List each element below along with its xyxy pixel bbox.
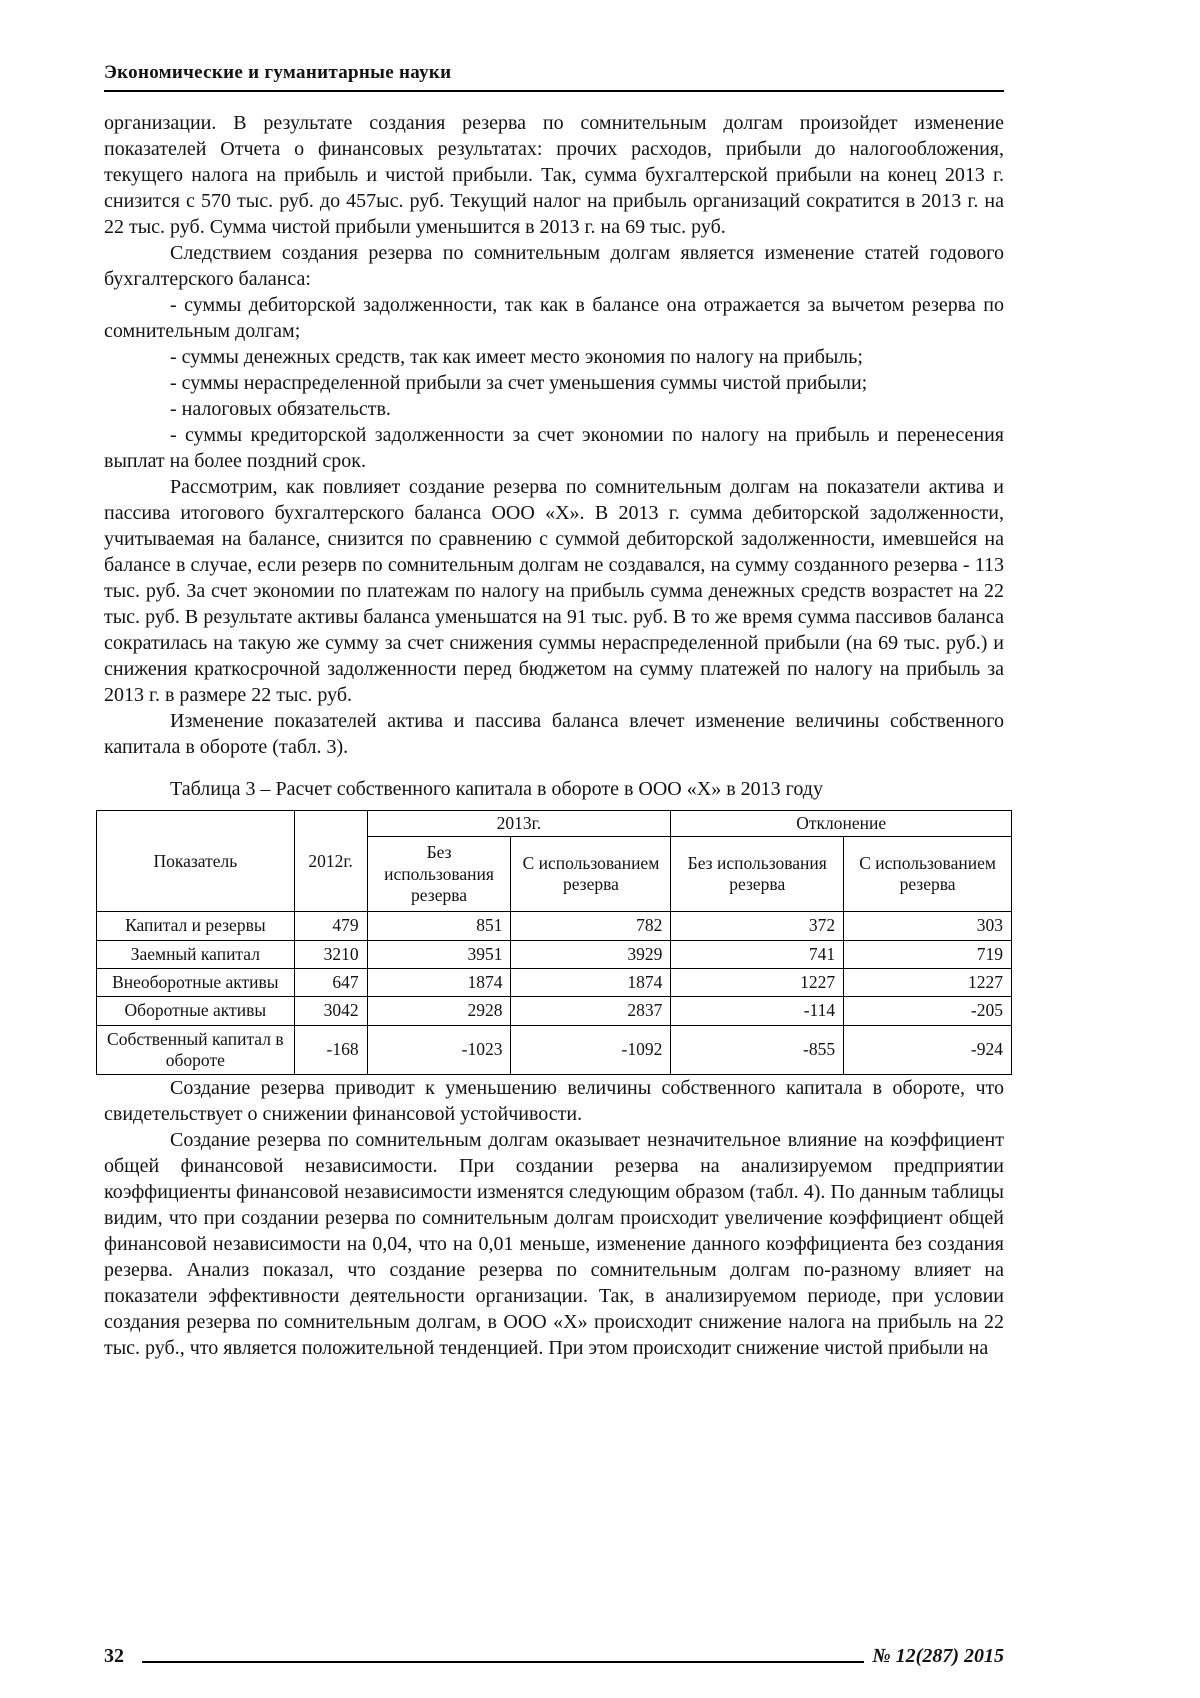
cell-2013-with-reserve: 782 (511, 912, 671, 940)
col-header-2013-with-reserve: С использованием резерва (511, 837, 671, 912)
cell-dev-no-reserve: 1227 (671, 969, 844, 997)
page-footer (104, 1645, 1004, 1668)
page-body (104, 110, 1004, 1361)
col-header-indicator: Показатель (97, 811, 295, 912)
cell-dev-no-reserve: -114 (671, 997, 844, 1025)
paragraph: Рассмотрим, как повлияет создание резерва по сомнительным долгам на показатели актива и пассива итогового бухгалтерского баланса ООО «Х». В 2013 г. сумма дебиторской задолженности, учитываемая на балансе, снизится по сравнению с суммой дебиторской задолженности, имевшейся на балансе в случае, если резерв по сомнительным долгам не создавался, на сумму созданного резерва - 113 тыс. руб. За счет экономии по платежам по налогу на прибыль сумма денежных средств возрастет на 22 тыс. руб. В результате активы баланса уменьшатся на 91 тыс. руб. В то же время сумма пассивов баланса сократилась на такую же сумму за счет снижения суммы нераспределенной прибыли (на 69 тыс. руб.) и снижения краткосрочной задолженности перед бюджетом на сумму платежей по налогу на прибыль за 2013 г. в размере 22 тыс. руб. (104, 476, 1004, 706)
cell-2013-with-reserve: 2837 (511, 997, 671, 1025)
paragraph: Изменение показателей актива и пассива баланса влечет изменение величины собственного капитала в обороте (табл. 3). (104, 710, 1004, 758)
col-header-dev-with-reserve: С использованием резерва (844, 837, 1012, 912)
footer-rule (142, 1661, 864, 1663)
issue-number: № 12(287) 2015 (872, 1645, 1004, 1667)
paragraph: Создание резерва приводит к уменьшению величины собственного капитала в обороте, что свидетельствует о снижении финансовой устойчивости. (104, 1077, 1004, 1126)
cell-2013-no-reserve: -1023 (367, 1025, 511, 1075)
cell-2013-with-reserve: 1874 (511, 969, 671, 997)
cell-dev-with-reserve: -205 (844, 997, 1012, 1025)
col-header-2012: 2012г. (294, 811, 367, 912)
cell-2013-no-reserve: 2928 (367, 997, 511, 1025)
cell-dev-with-reserve: 1227 (844, 969, 1012, 997)
running-head (104, 62, 1004, 92)
cell-2013-no-reserve: 1874 (367, 969, 511, 997)
list-item: - суммы дебиторской задолженности, так как в балансе она отражается за вычетом резерва по сомнительным долгам; (104, 294, 1004, 342)
paragraph: организации. В результате создания резерва по сомнительным долгам произойдет изменение показателей Отчета о финансовых результатах: прочих расходов, прибыли до налогообложения, текущего налога на прибыль и чистой прибыли. Так, сумма бухгалтерской прибыли на конец 2013 г. снизится с 570 тыс. руб. до 457ыс. руб. Текущий налог на прибыль организаций сократится в 2013 г. на 22 тыс. руб. Сумма чистой прибыли уменьшится в 2013 г. на 69 тыс. руб. (104, 112, 1004, 238)
table-body (97, 912, 1012, 1075)
row-label: Заемный капитал (97, 940, 295, 968)
table-header (97, 811, 1012, 912)
col-header-dev-without-reserve: Без использования резерва (671, 837, 844, 912)
cell-dev-with-reserve: -924 (844, 1025, 1012, 1075)
cell-2012: 647 (294, 969, 367, 997)
cell-2013-with-reserve: -1092 (511, 1025, 671, 1075)
table-row (97, 969, 1012, 997)
row-label: Собственный капитал в обороте (97, 1025, 295, 1075)
row-label: Внеоборотные активы (97, 969, 295, 997)
table-row (97, 997, 1012, 1025)
cell-dev-no-reserve: 372 (671, 912, 844, 940)
list-item: - суммы кредиторской задолженности за счет экономии по налогу на прибыль и перенесения выплат на более поздний срок. (104, 424, 1004, 472)
paragraph: Создание резерва по сомнительным долгам оказывает незначительное влияние на коэффициент общей финансовой независимости. При создании резерва на анализируемом предприятии коэффициенты финансовой независимости изменятся следующим образом (табл. 4). По данным таблицы видим, что при создании резерва по сомнительным долгам происходит увеличение коэффициент общей финансовой независимости на 0,04, что на 0,01 меньше, изменение данного коэффициента без создания резерва. Анализ показал, что создание резерва по сомнительным долгам по-разному влияет на показатели эффективности деятельности организации. Так, в анализируемом периоде, при условии создания резерва по сомнительным долгам, в ООО «Х» происходит снижение налога на прибыль на 22 тыс. руб., что является положительной тенденцией. При этом происходит снижение чистой прибыли на (104, 1129, 1004, 1360)
list-item: - налоговых обязательств. (170, 398, 391, 420)
table-row (97, 912, 1012, 940)
list-item: - суммы денежных средств, так как имеет место экономия по налогу на прибыль; (170, 346, 863, 368)
col-group-deviation: Отклонение (671, 811, 1012, 837)
col-header-2013-without-reserve: Без использования резерва (367, 837, 511, 912)
cell-dev-with-reserve: 303 (844, 912, 1012, 940)
cell-2012: 3042 (294, 997, 367, 1025)
list-item: - суммы нераспределенной прибыли за счет уменьшения суммы чистой прибыли; (170, 372, 868, 394)
page-number: 32 (104, 1645, 124, 1667)
equity-calculation-table (96, 810, 1012, 1075)
cell-dev-no-reserve: 741 (671, 940, 844, 968)
cell-2012: -168 (294, 1025, 367, 1075)
cell-2012: 3210 (294, 940, 367, 968)
table-row (97, 940, 1012, 968)
cell-2013-with-reserve: 3929 (511, 940, 671, 968)
cell-2012: 479 (294, 912, 367, 940)
table-caption: Таблица 3 – Расчет собственного капитала в обороте в ООО «Х» в 2013 году (170, 778, 823, 800)
running-head-title: Экономические и гуманитарные науки (104, 62, 452, 83)
row-label: Капитал и резервы (97, 912, 295, 940)
row-label: Оборотные активы (97, 997, 295, 1025)
cell-dev-no-reserve: -855 (671, 1025, 844, 1075)
cell-2013-no-reserve: 3951 (367, 940, 511, 968)
cell-2013-no-reserve: 851 (367, 912, 511, 940)
col-group-2013: 2013г. (367, 811, 671, 837)
cell-dev-with-reserve: 719 (844, 940, 1012, 968)
paragraph: Следствием создания резерва по сомнительным долгам является изменение статей годового бухгалтерского баланса: (104, 242, 1004, 290)
table-row (97, 1025, 1012, 1075)
